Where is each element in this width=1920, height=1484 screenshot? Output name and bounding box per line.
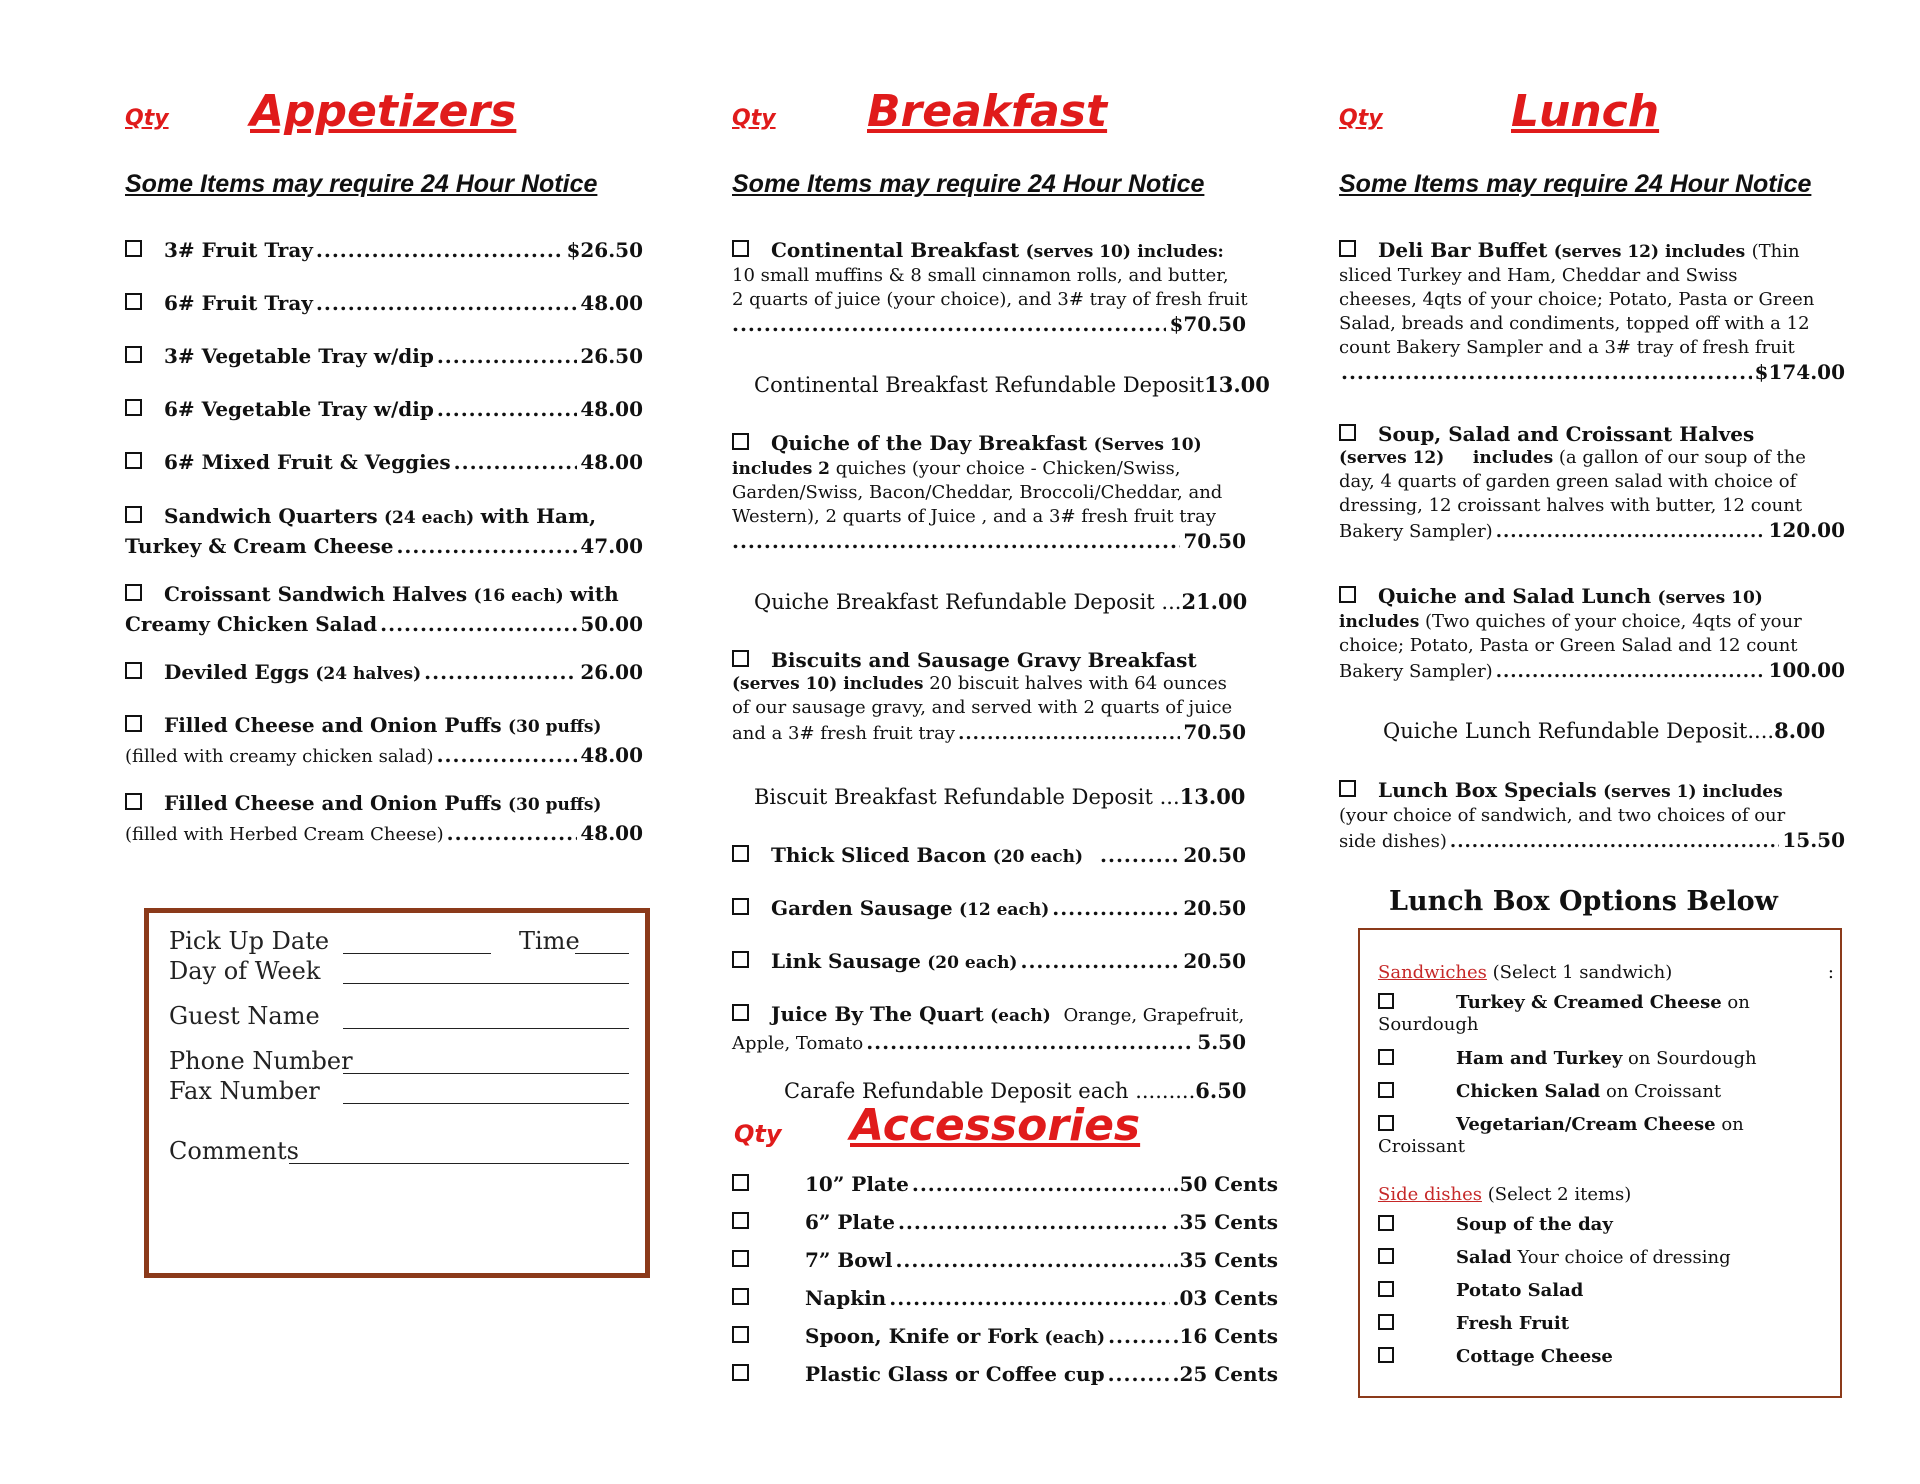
guest-name-label: Guest Name [169,1002,320,1030]
item-price: 48.00 [580,450,643,474]
item-count: (each) [990,1006,1051,1026]
item-desc: quiches (your choice - Chicken/Swiss, [835,458,1181,479]
accessory-item [732,1362,1278,1386]
item-name: 10” Plate [805,1172,909,1196]
item-price: 15.50 [1782,828,1845,852]
item-price: .16 Cents [1172,1324,1278,1348]
colon-text: : [1827,962,1834,983]
option-name: Soup of the day [1456,1214,1613,1235]
item-price: 120.00 [1768,518,1845,542]
item-text: includes [1339,612,1420,632]
item-name: Quiche and Salad Lunch [1378,584,1652,608]
item-name: Deviled Eggs [164,660,310,684]
checkbox[interactable] [1378,993,1394,1009]
item-desc: (your choice of sandwich, and two choices of our [1339,805,1786,826]
menu-item-continental [732,238,1252,336]
item-price: 100.00 [1768,658,1845,682]
item-name: Thick Sliced Bacon [771,843,987,867]
deposit-label: Carafe Refundable Deposit each [784,1079,1129,1103]
deposit-row [754,372,1270,397]
sides-note: (Select 2 items) [1487,1184,1632,1205]
item-desc: dressing, 12 croissant halves with butter, 12 count [1339,495,1803,516]
item-name: Sandwich Quarters [164,504,378,528]
menu-item [125,344,643,368]
item-price: $26.50 [566,238,643,262]
item-count: (24 halves) [315,664,422,684]
menu-item [125,397,643,421]
item-name: Quiche of the Day Breakfast [771,431,1088,455]
option-item [1378,1048,1834,1070]
deposit-row: Biscuit Breakfast Refundable Deposit ...13.00 [754,784,1246,809]
item-count: (12 each) [959,900,1050,920]
item-desc: cheeses, 4qts of your choice; Potato, Pasta or Green [1339,289,1815,310]
option-item [1378,1114,1834,1158]
menu-item-bacon [732,843,1246,869]
item-desc: Salad, breads and condiments, topped off with a 12 [1339,313,1810,334]
checkbox[interactable] [1339,780,1356,797]
item-name: 6# Mixed Fruit & Veggies [164,450,451,474]
option-item [1378,1313,1834,1335]
item-name: 6# Vegetable Tray w/dip [164,397,434,421]
item-text: includes 2 [732,459,831,479]
option-item [1378,1081,1834,1103]
item-price: $70.50 [1169,312,1246,336]
menu-item-puffs [125,791,643,847]
option-item [1378,992,1834,1036]
item-desc: Apple, Tomato [732,1033,864,1054]
qty-label: Qty [125,106,169,131]
menu-item-garden-sausage [732,896,1246,922]
option-name: Fresh Fruit [1456,1313,1570,1334]
item-desc: and a 3# fresh fruit tray [732,723,956,744]
option-name: Cottage Cheese [1456,1346,1613,1367]
time-label: Time [519,927,580,955]
menu-item [125,291,643,315]
checkbox[interactable] [1339,586,1356,603]
checkbox[interactable] [732,1004,749,1021]
checkbox[interactable] [732,650,749,667]
item-desc: (a gallon of our soup of the [1558,447,1806,468]
item-desc: Garden/Swiss, Bacon/Cheddar, Broccoli/Cheddar, and [732,482,1223,503]
options-heading: Lunch Box Options Below [1389,886,1778,917]
accessory-item [732,1210,1278,1234]
item-count: (30 puffs) [508,717,602,737]
option-name: Ham and Turkey [1456,1048,1623,1069]
item-desc: count Bakery Sampler and a 3# tray of fresh fruit [1339,337,1795,358]
checkbox[interactable] [732,898,749,915]
checkbox[interactable] [1378,1281,1394,1297]
accessory-item [732,1172,1278,1196]
item-desc: (Two quiches of your choice, 4qts of your [1425,611,1802,632]
option-name: Salad [1456,1247,1512,1268]
menu-item-quiche [732,431,1252,553]
deposit-price: 21.00 [1181,589,1248,614]
qty-label: Qty [734,1120,782,1148]
option-item [1378,1247,1834,1269]
item-price: .25 Cents [1172,1362,1278,1386]
item-count: (Serves 10) [1093,435,1202,455]
option-text: Your choice of dressing [1517,1247,1731,1268]
checkbox[interactable] [1378,1049,1394,1065]
option-text: on Sourdough [1628,1048,1757,1069]
item-count: (serves 12) [1339,448,1445,468]
option-text: on Croissant [1605,1081,1722,1102]
item-text: Creamy Chicken Salad [125,612,378,636]
option-item [1378,1346,1834,1368]
checkbox[interactable] [732,1174,749,1191]
menu-item [125,238,643,262]
menu-item-sandwich-quarters [125,504,643,558]
checkbox[interactable] [125,793,142,810]
item-desc: Bakery Sampler) [1339,661,1493,682]
item-name: Deli Bar Buffet [1378,238,1548,262]
checkbox[interactable] [1378,1082,1394,1098]
item-name: Biscuits and Sausage Gravy Breakfast [771,648,1197,672]
fax-label: Fax Number [169,1077,320,1105]
checkbox[interactable] [732,1212,749,1229]
item-count: (serves 10) includes [732,674,924,694]
accessory-item [732,1324,1278,1350]
item-count: (each) [1044,1328,1106,1348]
item-count: (30 puffs) [508,795,602,815]
pickup-date-field[interactable] [343,931,491,954]
option-text: Croissant [1378,1136,1466,1157]
checkbox[interactable] [125,293,142,310]
item-price: .50 Cents [1172,1172,1278,1196]
deposit-row: Quiche Breakfast Refundable Deposit ...21.00 [754,589,1248,614]
checkbox[interactable] [1378,1215,1394,1231]
item-desc: of our sausage gravy, and served with 2 quarts of juice [732,697,1233,718]
menu-item-croissant [125,582,643,636]
menu-item-biscuits [732,648,1252,746]
appetizers-title: Appetizers [250,86,517,137]
deposit-row: Carafe Refundable Deposit each .........6.50 [784,1078,1247,1103]
sandwiches-note: (Select 1 sandwich) [1492,962,1673,983]
item-price: .35 Cents [1172,1248,1278,1272]
item-price: 48.00 [580,743,643,767]
notice-text: Some Items may require 24 Hour Notice [125,170,598,198]
accessory-item [732,1248,1278,1272]
item-count: (20 each) [927,953,1018,973]
time-field[interactable] [575,931,629,954]
option-text: Sourdough [1378,1014,1479,1035]
option-name: Chicken Salad [1456,1081,1601,1102]
pickup-date-label: Pick Up Date [169,927,330,955]
day-of-week-label: Day of Week [169,957,321,985]
checkbox[interactable] [732,951,749,968]
notice-text: Some Items may require 24 Hour Notice [732,170,1205,198]
item-desc: 10 small muffins & 8 small cinnamon rolls, and butter, [732,265,1229,286]
item-price: .03 Cents [1172,1286,1278,1310]
item-text: includes [1472,448,1554,468]
item-price: 70.50 [1183,720,1246,744]
checkbox[interactable] [732,433,749,450]
lunch-title: Lunch [1511,86,1660,137]
item-name: Lunch Box Specials [1378,778,1597,802]
checkbox[interactable] [125,506,142,523]
fax-field[interactable] [343,1081,629,1104]
item-count: (24 each) [384,508,475,528]
deposit-label: Continental Breakfast Refundable Deposit [754,373,1205,397]
option-text: on [1727,992,1750,1013]
option-name: Potato Salad [1456,1280,1584,1301]
checkbox[interactable] [1339,424,1356,441]
item-price: $174.00 [1754,360,1845,384]
checkbox[interactable] [125,399,142,416]
breakfast-title: Breakfast [867,86,1108,137]
checkbox[interactable] [125,240,142,257]
accessory-item [732,1286,1278,1310]
order-form [144,908,650,1278]
item-name: Filled Cheese and Onion Puffs [164,791,502,815]
item-desc: side dishes) [1339,831,1447,852]
item-name: Garden Sausage [771,896,953,920]
item-name: Filled Cheese and Onion Puffs [164,713,502,737]
deposit-price: 13.00 [1204,372,1270,397]
item-name: Spoon, Knife or Fork [805,1324,1039,1348]
item-text: includes: [1137,242,1224,262]
item-price: 20.50 [1183,843,1246,867]
checkbox[interactable] [1339,240,1356,257]
item-desc: choice; Potato, Pasta or Green Salad and 12 count [1339,635,1798,656]
checkbox[interactable] [1378,1314,1394,1330]
checkbox[interactable] [125,662,142,679]
phone-label: Phone Number [169,1047,353,1075]
option-name: Turkey & Creamed Cheese [1456,992,1722,1013]
item-name: Croissant Sandwich Halves [164,582,468,606]
notice-text: Some Items may require 24 Hour Notice [1339,170,1812,198]
item-name: Continental Breakfast [771,238,1020,262]
item-count: (20 each) [992,847,1084,867]
item-price: 26.50 [580,344,643,368]
menu-item-puffs [125,713,643,769]
option-name: Vegetarian/Cream Cheese [1456,1114,1716,1135]
menu-item-juice [732,1002,1246,1056]
item-text: with [570,582,619,606]
item-desc: 20 biscuit halves with 64 ounces [929,673,1227,694]
checkbox[interactable] [732,1326,749,1343]
checkbox[interactable] [1378,1347,1394,1363]
checkbox[interactable] [125,584,142,601]
item-text: (filled with Herbed Cream Cheese) [125,824,444,845]
deposit-price: 8.00 [1774,718,1826,743]
deposit-label: Quiche Lunch Refundable Deposit [1383,719,1748,743]
item-price: 47.00 [580,534,643,558]
item-text: Turkey & Cream Cheese [125,534,394,558]
item-price: 5.50 [1197,1030,1246,1054]
option-item [1378,1214,1834,1236]
guest-name-field[interactable] [343,1006,629,1029]
qty-label: Qty [1339,106,1383,131]
item-name: 6” Plate [805,1210,895,1234]
deposit-label: Quiche Breakfast Refundable Deposit [754,590,1155,614]
option-text: on [1721,1114,1744,1135]
comments-label: Comments [169,1137,299,1165]
menu-item-link-sausage [732,949,1246,975]
checkbox[interactable] [1378,1115,1394,1131]
checkbox[interactable] [125,715,142,732]
item-price: 48.00 [580,821,643,845]
item-desc: Bakery Sampler) [1339,521,1493,542]
item-count: (serves 10) [1025,242,1131,262]
item-text: with Ham, [480,504,597,528]
lunchbox-options [1358,928,1842,1398]
item-price: 50.00 [580,612,643,636]
deposit-label: Biscuit Breakfast Refundable Deposit [754,785,1153,809]
item-desc: Orange, Grapefruit, [1063,1005,1245,1026]
item-desc: sliced Turkey and Ham, Cheddar and Swiss [1339,265,1738,286]
checkbox[interactable] [732,1364,749,1381]
item-desc: Western), 2 quarts of Juice , and a 3# fresh fruit tray [732,506,1217,527]
phone-field[interactable] [343,1051,629,1074]
day-of-week-field[interactable] [343,961,629,984]
item-text: (filled with creamy chicken salad) [125,746,434,767]
item-price: 48.00 [580,291,643,315]
comments-field[interactable] [289,1141,629,1164]
checkbox[interactable] [732,845,749,862]
menu-item-soup [1339,422,1859,544]
item-desc: day, 4 quarts of garden green salad with choice of [1339,471,1797,492]
item-price: 70.50 [1183,529,1246,553]
deposit-price: 13.00 [1179,784,1246,809]
deposit-price: 6.50 [1195,1078,1247,1103]
menu-item-deviled-eggs [125,660,643,686]
item-name: 3# Vegetable Tray w/dip [164,344,434,368]
item-name: Soup, Salad and Croissant Halves [1378,422,1755,446]
menu-item-lunchbox [1339,778,1859,854]
item-name: Napkin [805,1286,887,1310]
accessories-title: Accessories [850,1100,1141,1151]
deposit-row: Quiche Lunch Refundable Deposit....8.00 [1383,718,1826,743]
item-count: (16 each) [473,586,564,606]
checkbox[interactable] [125,346,142,363]
menu-item-quiche-lunch [1339,584,1859,684]
side-dishes-link[interactable]: Side dishes [1378,1184,1482,1205]
option-item [1378,1280,1834,1302]
qty-label: Qty [732,106,776,131]
item-price: 26.00 [580,660,643,684]
item-price: 48.00 [580,397,643,421]
item-name: 3# Fruit Tray [164,238,313,262]
menu-item-deli [1339,238,1859,384]
checkbox[interactable] [125,452,142,469]
item-name: 7” Bowl [805,1248,893,1272]
item-name: Juice By The Quart [771,1002,984,1026]
item-desc: (Thin [1751,241,1800,262]
checkbox[interactable] [1378,1248,1394,1264]
item-price: 20.50 [1183,896,1246,920]
item-count: (serves 10) [1657,588,1763,608]
item-desc: 2 quarts of juice (your choice), and 3# tray of fresh fruit [732,289,1248,310]
checkbox[interactable] [732,1250,749,1267]
sandwiches-link[interactable]: Sandwiches [1378,962,1487,983]
item-price: 20.50 [1183,949,1246,973]
item-name: 6# Fruit Tray [164,291,313,315]
item-price: .35 Cents [1172,1210,1278,1234]
item-count: (serves 1) includes [1603,782,1783,802]
item-name: Plastic Glass or Coffee cup [805,1362,1105,1386]
checkbox[interactable] [732,1288,749,1305]
item-name: Link Sausage [771,949,921,973]
menu-item [125,450,643,474]
item-count: (serves 12) includes [1553,242,1746,262]
checkbox[interactable] [732,240,749,257]
